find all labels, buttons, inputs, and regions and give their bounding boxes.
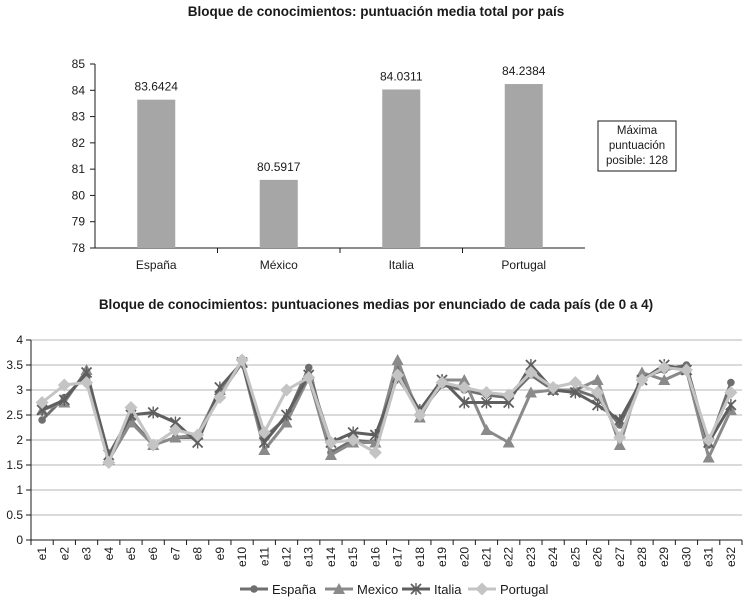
bar [137,100,175,248]
bar-category-label: España [135,258,177,272]
bar-y-tick-label: 83 [71,109,85,124]
legend-label: Portugal [500,582,549,597]
max-score-annotation [598,121,676,171]
bar-category-label: México [259,258,298,272]
line-y-tick-label: 2.5 [6,408,23,422]
line-category-label: e31 [701,547,716,568]
bar [260,180,298,248]
line-category-label: e27 [612,547,627,568]
legend-label: Italia [434,582,462,597]
line-category-label: e29 [657,547,672,568]
line-category-label: e14 [323,547,338,568]
bar-value-label: 84.0311 [380,69,423,84]
line-category-label: e12 [279,547,294,568]
line-category-label: e15 [346,547,361,568]
line-category-label: e11 [257,547,272,567]
bar-category-label: Italia [388,258,414,272]
line-category-label: e4 [101,547,116,561]
line-y-tick-label: 4 [16,333,23,347]
marker-circle [250,585,258,593]
marker-circle [727,379,735,387]
annotation-line-3: posible: 128 [605,155,669,167]
line-y-tick-label: 3 [16,383,23,397]
line-category-label: e23 [523,547,538,568]
annotation-line-2: puntuación [608,140,666,152]
bar-y-tick-label: 78 [71,241,85,255]
line-y-tick-label: 3.5 [6,358,23,372]
line-y-tick-label: 1 [16,483,23,497]
line-category-label: e5 [123,547,138,561]
line-category-label: e21 [479,547,494,568]
line-category-label: e32 [723,547,738,568]
bar [382,89,420,248]
bar-value-label: 80.5917 [257,159,301,174]
bar-value-label: 83.6424 [134,79,178,94]
line-chart-title: Bloque de conocimientos: puntuaciones medias por enunciado de cada país (de 0 a 4) [98,297,654,312]
line-category-label: e3 [79,547,94,561]
line-category-label: e25 [568,547,583,568]
line-y-tick-label: 1.5 [6,458,23,472]
bar-value-label: 84.2384 [502,64,546,79]
line-category-label: e6 [146,547,161,561]
line-category-label: e26 [590,547,605,568]
line-category-label: e7 [168,547,183,561]
line-category-label: e22 [501,547,516,568]
line-category-label: e18 [412,547,427,568]
line-y-tick-label: 0 [16,533,23,547]
legend-label: Mexico [357,582,399,597]
bar [505,84,543,248]
line-category-label: e10 [235,547,250,568]
bar-y-tick-label: 81 [71,162,85,177]
line-category-label: e16 [368,547,383,568]
line-category-label: e8 [190,547,205,561]
line-category-label: e9 [212,547,227,561]
line-category-label: e1 [35,547,50,561]
bar-y-tick-label: 85 [71,57,85,71]
bar-category-label: Portugal [501,258,547,272]
legend [240,582,549,597]
line-category-label: e24 [546,547,561,568]
line-category-label: e19 [435,547,450,568]
bar-chart-title: Bloque de conocimientos: puntuación media total por país [187,4,565,19]
line-category-label: e2 [57,547,72,561]
bar-y-tick-label: 82 [71,135,85,150]
line-category-label: e13 [301,547,316,568]
line-category-label: e30 [679,547,694,568]
bar-y-tick-label: 79 [71,214,85,229]
line-category-label: e20 [457,547,472,568]
line-y-tick-label: 2 [16,433,23,447]
legend-label: España [272,582,317,597]
bar-y-tick-label: 80 [71,188,85,203]
marker-circle [38,416,46,424]
line-category-label: e17 [390,547,405,568]
line-category-label: e28 [635,547,650,568]
bar-y-tick-label: 84 [71,83,85,98]
line-y-tick-label: 0.5 [6,508,23,522]
annotation-line-1: Máxima [616,125,658,137]
